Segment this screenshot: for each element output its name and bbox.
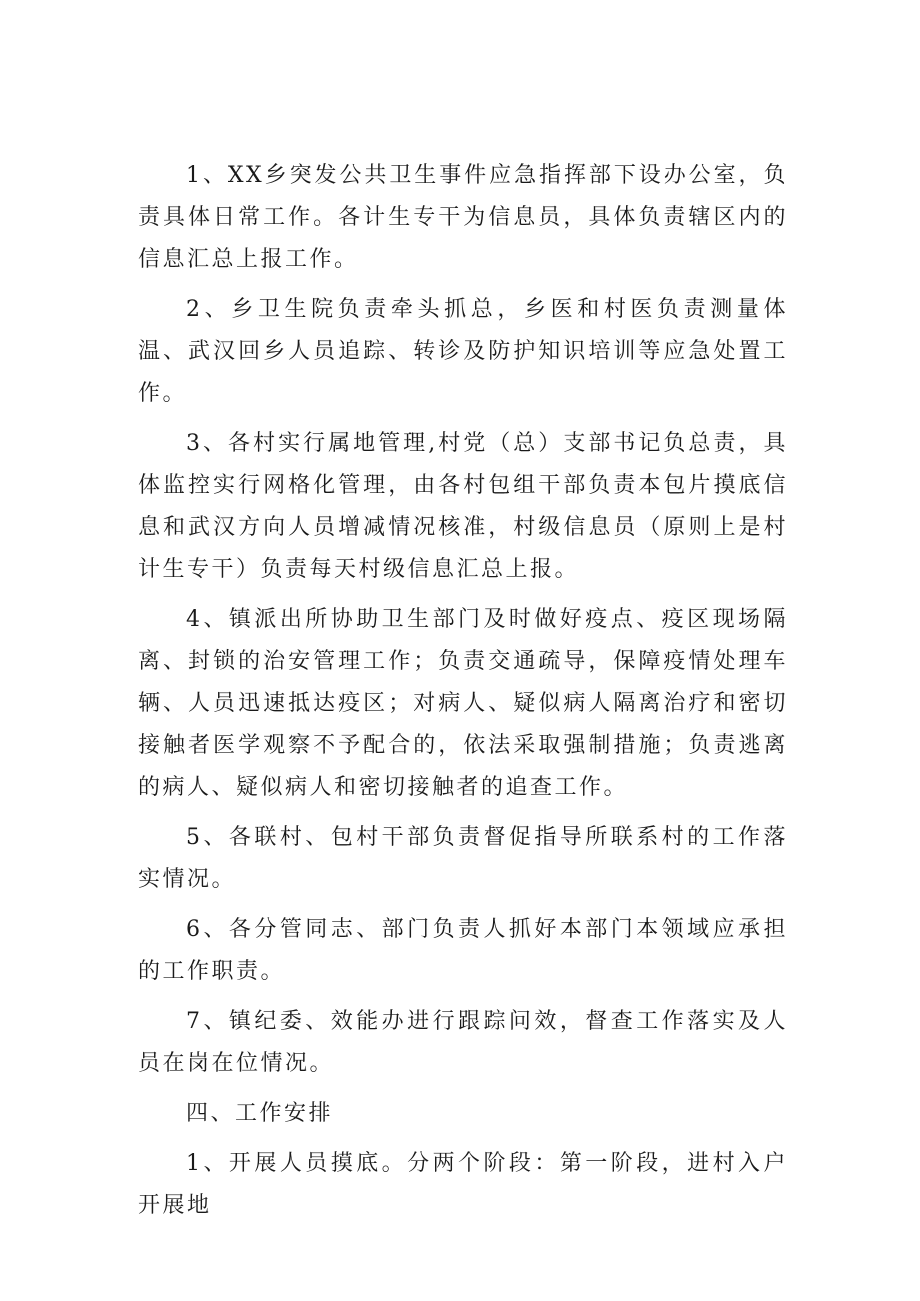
paragraph-village-management: 3、各村实行属地管理,村党（总）支部书记负总责，具体监控实行网格化管理，由各村包组干部负责本包片摸底信息和武汉方向人员增减情况核准，村级信息员（原则上是村计生专干）负责每天村级信息汇总上报。 bbox=[138, 431, 788, 582]
paragraph-village-cadres: 5、各联村、包村干部负责督促指导所联系村的工作落实情况。 bbox=[138, 825, 788, 892]
paragraph-department-heads: 6、各分管同志、部门负责人抓好本部门本领域应承担的工作职责。 bbox=[138, 917, 788, 984]
paragraph-office-setup: 1、XX乡突发公共卫生事件应急指挥部下设办公室，负责具体日常工作。各计生专干为信息员，具体负责辖区内的信息汇总上报工作。 bbox=[138, 163, 788, 272]
section-heading-work-arrangement: 四、工作安排 bbox=[186, 1101, 334, 1126]
paragraph-discipline-committee: 7、镇纪委、效能办进行跟踪问效，督查工作落实及人员在岗在位情况。 bbox=[138, 1009, 788, 1076]
paragraph-police-station: 4、镇派出所协助卫生部门及时做好疫点、疫区现场隔离、封锁的治安管理工作；负责交通疏导，保障疫情处理车辆、人员迅速抵达疫区；对病人、疑似病人隔离治疗和密切接触者医学观察不予配合的，依法采取强制措施；负责逃离的病人、疑似病人和密切接触者的追查工作。 bbox=[138, 607, 788, 800]
document-body bbox=[138, 155, 788, 1235]
paragraph-personnel-survey: 1、开展人员摸底。分两个阶段：第一阶段，进村入户开展地 bbox=[138, 1151, 788, 1218]
paragraph-health-center: 2、乡卫生院负责牵头抓总，乡医和村医负责测量体温、武汉回乡人员追踪、转诊及防护知识培训等应急处置工作。 bbox=[138, 297, 788, 406]
